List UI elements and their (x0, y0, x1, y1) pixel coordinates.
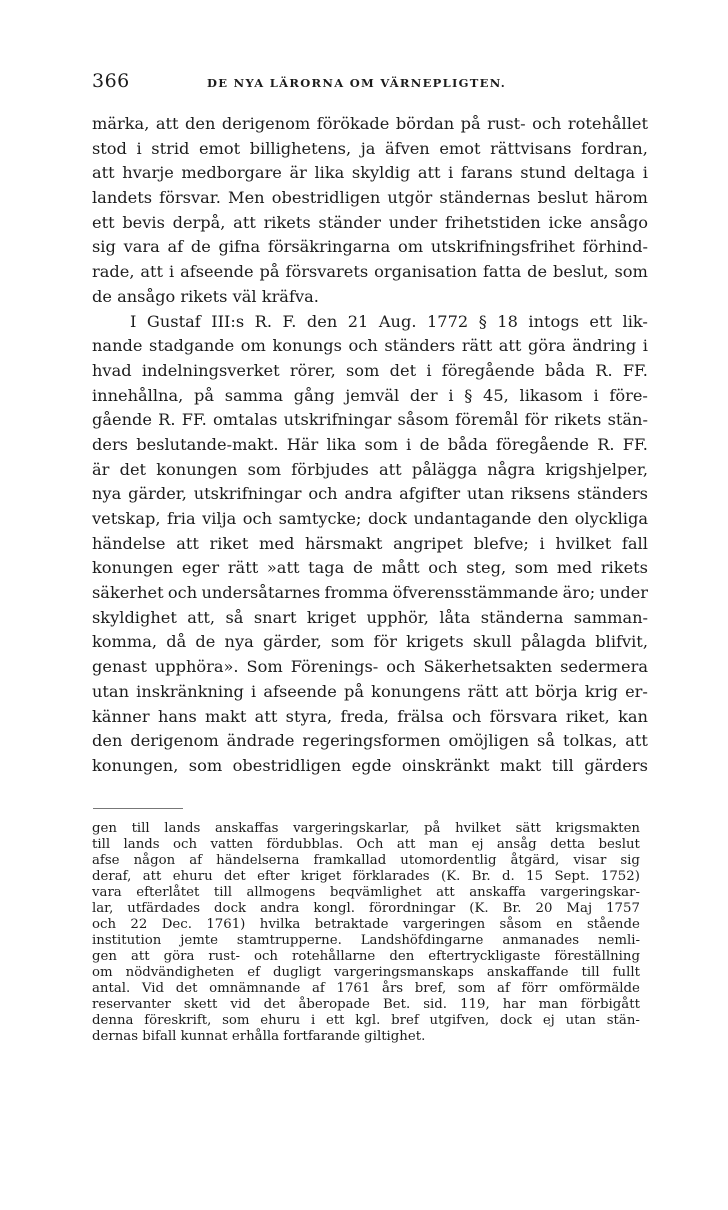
footnote-line: denna föreskrift, som ehuru i ett kgl. bref utgifven, dock ej utan stän- (92, 1013, 640, 1028)
footnote-line: gen att göra rust- och rotehållarne den eftertryckligaste föreställning (92, 949, 640, 964)
body-line: hvad indelningsverket rörer, som det i föregående båda R. FF. (92, 360, 648, 380)
body-line: känner hans makt att styra, freda, frälsa och försvara riket, kan (92, 706, 648, 726)
body-line: säkerhet och undersåtarnes fromma öfverensstämmande äro; under (92, 583, 648, 603)
body-line: konungen eger rätt »att taga de mått och steg, som med rikets (92, 558, 648, 578)
footnote-line: och 22 Dec. 1761) hvilka betraktade vargeringen såsom en stående (92, 917, 640, 932)
footnote-line: dernas bifall kunnat erhålla fortfarande giltighet. (92, 1029, 426, 1044)
body-line: vetskap, fria vilja och samtycke; dock undantagande den olyckliga (92, 509, 648, 528)
running-title: DE NYA LÄRORNA OM VÄRNEPLIGTEN. (207, 76, 507, 90)
body-line: är det konungen som förbjudes att pålägga några krigshjelper, (92, 459, 648, 479)
body-line: stod i strid emot billighetens, ja äfven emot rättvisans fordran, (92, 138, 648, 158)
body-line: rade, att i afseende på försvarets organisation fatta de beslut, som (92, 262, 648, 282)
footnote-line: om nödvändigheten ef dugligt vargeringsmanskaps anskaffande till fullt (92, 965, 640, 980)
body-line: den derigenom ändrade regeringsformen omöjligen så tolkas, att (92, 731, 648, 751)
footnote-line: till lands och vatten fördubblas. Och att man ej ansåg detta beslut (92, 837, 640, 852)
page-header (92, 70, 652, 94)
body-line: ders beslutande-makt. Här lika som i de båda föregående R. FF. (92, 434, 648, 454)
body-line: märka, att den derigenom förökade bördan på rust- och rotehållet (92, 114, 648, 133)
body-line: nya gärder, utskrifningar och andra afgifter utan riksens ständers (92, 484, 648, 504)
body-line: utan inskränkning i afseende på konungens rätt att börja krig er- (92, 681, 648, 701)
footnote-line: lar, utfärdades dock andra kongl. förordningar (K. Br. 20 Maj 1757 (92, 901, 640, 916)
page-number: 366 (92, 70, 130, 92)
footnote-line: antal. Vid det omnämnande af 1761 års bref, som af förr omförmälde (92, 981, 640, 996)
footnote (92, 821, 640, 1045)
body-line: innehållna, på samma gång jemväl der i § 45, likasom i före- (92, 385, 648, 405)
body-line: nande stadgande om konungs och ständers rätt att göra ändring i (92, 336, 648, 356)
footnote-line: vara efterlåtet till allmogens beqvämlighet att anskaffa vargeringskar- (92, 885, 640, 900)
body-line: komma, då de nya gärder, som för krigets skull pålagda blifvit, (92, 632, 648, 652)
body-line: sig vara af de gifna försäkringarna om utskrifningsfrihet förhind- (92, 237, 648, 257)
body-line: att hvarje medborgare är lika skyldig att i farans stund deltaga i (92, 163, 648, 183)
footnote-line: institution jemte stamtrupperne. Landshöfdingarne anmanades nemli- (92, 933, 640, 948)
body-text (92, 112, 648, 779)
footnote-line: reservanter skett vid det åberopade Bet. sid. 119, har man förbigått (92, 997, 640, 1012)
body-line: gående R. FF. omtalas utskrifningar såsom föremål för rikets stän- (92, 410, 648, 430)
body-line: I Gustaf III:s R. F. den 21 Aug. 1772 § 18 intogs ett lik- (130, 311, 648, 331)
body-line: de ansågo rikets väl kräfva. (92, 286, 319, 306)
body-line: ett bevis derpå, att rikets ständer under frihetstiden icke ansågo (92, 212, 648, 232)
body-line: landets försvar. Men obestridligen utgör ständernas beslut härom (92, 188, 648, 208)
body-line: skyldighet att, så snart kriget upphör, låta ständerna samman- (92, 607, 648, 627)
body-line: konungen, som obestridligen egde oinskränkt makt till gärders (92, 755, 648, 775)
footnote-line: deraf, att ehuru det efter kriget förklarades (K. Br. d. 15 Sept. 1752) (92, 869, 640, 884)
body-line: händelse att riket med härsmakt angripet blefve; i hvilket fall (92, 533, 648, 553)
body-line: genast upphöra». Som Förenings- och Säkerhetsakten sedermera (92, 657, 648, 677)
footnote-line: afse någon af händelserna framkallad utomordentlig åtgärd, visar sig (92, 853, 640, 868)
footnote-separator (93, 808, 183, 809)
footnote-line: gen till lands anskaffas vargeringskarlar, på hvilket sätt krigsmakten (92, 821, 640, 836)
